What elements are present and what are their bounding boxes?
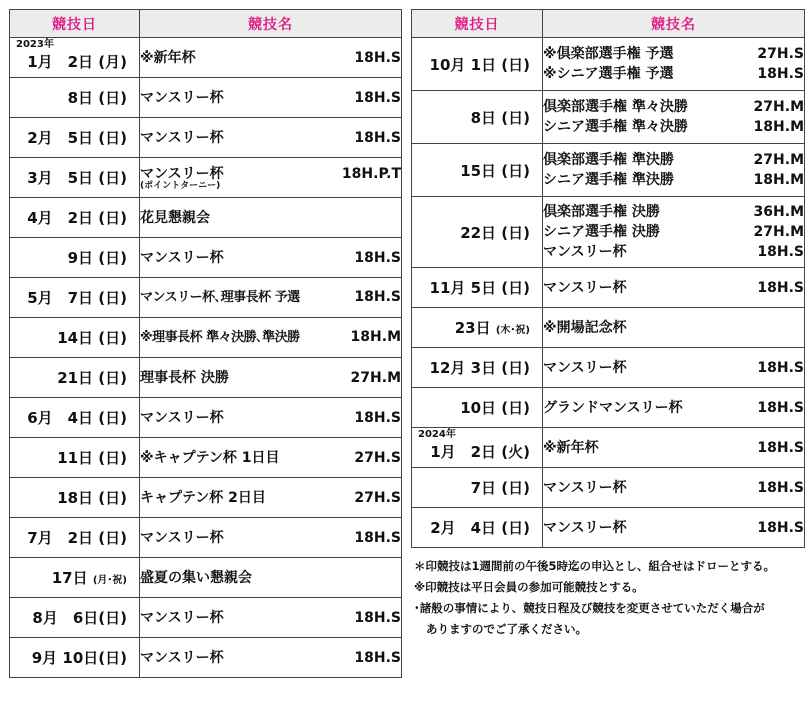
event-cell	[543, 388, 805, 428]
event-cell	[543, 308, 805, 348]
date-value: 7日 (日)	[470, 479, 530, 497]
event-name: マンスリー杯	[543, 359, 627, 376]
date-value: 11月 5日 (日)	[429, 279, 530, 297]
schedule-row	[412, 197, 805, 268]
event-name: マンスリー杯	[140, 249, 224, 266]
event-line	[543, 64, 804, 84]
schedule-row	[10, 38, 402, 78]
event-line	[543, 478, 804, 498]
event-name: マンスリー杯	[543, 279, 627, 296]
date-cell	[412, 38, 543, 91]
play-format: 18H.S	[757, 244, 804, 260]
play-format: 18H.M	[753, 172, 804, 188]
event-line	[543, 318, 804, 338]
date-value: 9月 10日(日)	[31, 649, 127, 667]
date-cell	[10, 438, 140, 478]
date-cell	[10, 238, 140, 278]
event-name: マンスリー杯､理事長杯 予選	[140, 290, 300, 305]
event-cell	[140, 198, 402, 238]
event-name: 倶楽部選手権 決勝	[543, 204, 660, 220]
play-format: 18H.S	[757, 479, 804, 496]
event-name: ※理事長杯 準々決勝､準決勝	[140, 330, 300, 345]
date-cell	[412, 468, 543, 508]
date-value: 14日 (日)	[57, 329, 127, 347]
event-name: マンスリー杯	[543, 244, 627, 260]
event-name: シニア選手権 準々決勝	[543, 119, 688, 135]
footnote: ･諸般の事情により、競技日程及び競技を変更させていただく場合が	[414, 601, 765, 615]
event-cell	[543, 144, 805, 197]
date-text	[412, 397, 542, 418]
event-name: マンスリー杯	[140, 649, 224, 666]
event-cell	[543, 38, 805, 91]
date-value: 21日 (日)	[57, 369, 127, 387]
date-cell	[10, 598, 140, 638]
event-name: キャプテン杯 2日目	[140, 489, 266, 506]
date-value: 3月 5日 (日)	[27, 169, 127, 187]
event-line	[543, 438, 804, 458]
schedule-row	[10, 158, 402, 198]
event-column-header: 競技名	[140, 10, 402, 38]
schedule-row	[10, 198, 402, 238]
footnote: ＊印競技は1週間前の午後5時迄の申込とし、組合せはドローとする。	[414, 559, 775, 573]
event-line	[140, 248, 401, 268]
date-cell	[412, 268, 543, 308]
date-cell	[10, 398, 140, 438]
event-cell	[140, 558, 402, 598]
event-line	[140, 608, 401, 628]
event-line	[140, 48, 401, 68]
date-cell	[10, 38, 140, 78]
date-text	[10, 447, 139, 468]
event-line	[543, 398, 804, 418]
event-cell	[140, 438, 402, 478]
event-name: マンスリー杯	[140, 409, 224, 426]
date-value: 15日 (日)	[460, 161, 530, 180]
date-value: 10日 (日)	[460, 399, 530, 417]
schedule-row	[412, 348, 805, 388]
schedule-row	[10, 398, 402, 438]
event-line	[140, 88, 401, 108]
event-name: グランドマンスリー杯	[543, 399, 683, 416]
date-value: 5月 7日 (日)	[27, 289, 127, 307]
date-column-header: 競技日	[412, 10, 543, 38]
date-value: 2月 4日 (日)	[430, 519, 530, 537]
date-cell	[10, 518, 140, 558]
event-line	[140, 287, 401, 308]
schedule-row	[10, 638, 402, 678]
event-line	[140, 528, 401, 548]
date-value: 4月 2日 (日)	[27, 209, 127, 227]
event-line	[140, 208, 401, 228]
schedule-row	[10, 118, 402, 158]
date-text	[412, 517, 542, 538]
event-line	[543, 150, 804, 170]
play-format: 27H.S	[354, 489, 401, 506]
event-cell	[140, 118, 402, 158]
footnote: ありますのでご了承ください。	[426, 622, 587, 636]
event-line	[140, 568, 401, 588]
date-cell	[412, 508, 543, 548]
event-cell	[140, 638, 402, 678]
event-line	[543, 242, 804, 262]
schedule-table-right	[411, 9, 805, 548]
date-text	[10, 567, 139, 588]
event-cell	[543, 468, 805, 508]
event-name: シニア選手権 決勝	[543, 224, 660, 240]
schedule-row	[10, 278, 402, 318]
event-name: マンスリー杯	[543, 479, 627, 496]
schedule-row	[412, 268, 805, 308]
date-column-header: 競技日	[10, 10, 140, 38]
date-text	[412, 477, 542, 498]
play-format: 27H.S	[757, 46, 804, 62]
play-format: 18H.S	[354, 129, 401, 146]
date-text	[10, 127, 139, 148]
event-line	[140, 448, 401, 468]
event-name: ※キャプテン杯 1日目	[140, 449, 280, 466]
date-value: 23日	[454, 319, 491, 337]
holiday-note: (木･祝)	[495, 325, 530, 336]
date-text	[412, 277, 542, 298]
date-cell	[10, 558, 140, 598]
play-format: 18H.S	[354, 49, 401, 66]
schedule-row	[10, 318, 402, 358]
event-cell	[543, 508, 805, 548]
date-value: 8日 (日)	[470, 108, 530, 127]
event-subnote: (ポイントターニー)	[140, 181, 221, 191]
date-text	[10, 527, 139, 548]
date-cell	[412, 388, 543, 428]
date-value: 10月 1日 (日)	[429, 55, 530, 74]
event-name: ※新年杯	[543, 439, 599, 456]
event-name: ※新年杯	[140, 49, 196, 66]
play-format: 27H.M	[753, 152, 804, 168]
event-cell	[140, 598, 402, 638]
schedule-row	[10, 438, 402, 478]
date-cell	[412, 91, 543, 144]
event-name: 花見懇親会	[140, 209, 210, 226]
play-format: 18H.S	[757, 359, 804, 376]
event-name: 理事長杯 決勝	[140, 369, 229, 386]
play-format: 27H.M	[753, 99, 804, 115]
date-value: 7月 2日 (日)	[27, 529, 127, 547]
play-format: 18H.S	[354, 89, 401, 106]
event-line	[543, 170, 804, 190]
date-value: 17日	[51, 569, 88, 587]
year-label: 2023年	[16, 39, 54, 50]
schedule-row	[412, 91, 805, 144]
header-row	[10, 10, 402, 38]
schedule-row	[10, 358, 402, 398]
play-format: 18H.S	[354, 609, 401, 626]
date-text	[412, 222, 542, 243]
event-line	[140, 128, 401, 148]
event-name: ※シニア選手権 予選	[543, 66, 674, 82]
event-cell	[140, 278, 402, 318]
play-format: 18H.S	[354, 249, 401, 266]
event-line	[543, 278, 804, 298]
event-cell	[140, 158, 402, 198]
event-line	[543, 44, 804, 64]
event-line	[543, 358, 804, 378]
date-value: 8日 (日)	[67, 89, 127, 107]
play-format: 18H.M	[350, 329, 401, 345]
schedule-row	[10, 238, 402, 278]
event-name: マンスリー杯	[140, 129, 224, 146]
date-text	[412, 54, 542, 75]
header-row	[412, 10, 805, 38]
event-line	[140, 368, 401, 388]
event-name: ※開場記念杯	[543, 319, 627, 336]
date-value: 6月 4日 (日)	[27, 409, 127, 427]
date-cell	[412, 144, 543, 197]
date-text	[412, 317, 542, 338]
event-line	[543, 518, 804, 538]
date-text	[10, 247, 139, 268]
date-text	[10, 487, 139, 508]
date-value: 22日 (日)	[460, 223, 530, 242]
event-name: ※倶楽部選手権 予選	[543, 46, 674, 62]
event-cell	[140, 398, 402, 438]
date-text	[412, 160, 542, 181]
date-text	[10, 51, 139, 72]
event-name: マンスリー杯	[140, 609, 224, 626]
date-text	[10, 167, 139, 188]
date-cell	[10, 478, 140, 518]
event-cell	[543, 268, 805, 308]
schedule-row	[412, 508, 805, 548]
date-text	[10, 327, 139, 348]
schedule-row	[10, 518, 402, 558]
date-cell	[10, 118, 140, 158]
event-line	[543, 117, 804, 137]
event-cell	[543, 428, 805, 468]
date-value: 18日 (日)	[57, 489, 127, 507]
play-format: 27H.M	[753, 224, 804, 240]
schedule-row	[10, 598, 402, 638]
date-cell	[412, 197, 543, 268]
date-cell	[10, 278, 140, 318]
date-text	[10, 287, 139, 308]
schedule-row	[412, 144, 805, 197]
date-cell	[412, 308, 543, 348]
schedule-row	[10, 478, 402, 518]
play-format: 36H.M	[753, 204, 804, 220]
event-cell	[140, 318, 402, 358]
event-name: 倶楽部選手権 準々決勝	[543, 99, 688, 115]
schedule-row	[412, 308, 805, 348]
date-text	[10, 207, 139, 228]
event-cell	[140, 238, 402, 278]
date-value: 8月 6日(日)	[32, 609, 127, 627]
play-format: 18H.S	[354, 409, 401, 426]
schedule-row	[412, 468, 805, 508]
date-text	[10, 407, 139, 428]
holiday-note: (月･祝)	[92, 575, 127, 586]
date-cell	[10, 638, 140, 678]
date-cell	[10, 358, 140, 398]
date-text	[10, 87, 139, 108]
date-value: 1月 2日 (火)	[430, 443, 530, 461]
schedule-row	[10, 78, 402, 118]
play-format: 18H.S	[757, 66, 804, 82]
date-text	[412, 357, 542, 378]
play-format: 18H.S	[354, 289, 401, 305]
event-line	[140, 648, 401, 668]
footnote: ※印競技は平日会員の参加可能競技とする。	[414, 580, 644, 594]
event-name: 盛夏の集い懇親会	[140, 569, 252, 586]
event-cell	[140, 38, 402, 78]
event-name: マンスリー杯	[140, 529, 224, 546]
date-text	[10, 647, 139, 668]
event-line	[140, 408, 401, 428]
date-cell	[10, 318, 140, 358]
event-line	[140, 488, 401, 508]
play-format: 27H.S	[354, 449, 401, 466]
date-value: 12月 3日 (日)	[429, 359, 530, 377]
event-line	[140, 327, 401, 348]
year-label: 2024年	[418, 429, 456, 440]
date-cell	[412, 428, 543, 468]
play-format: 18H.S	[354, 529, 401, 546]
schedule-table-left	[9, 9, 402, 678]
event-cell	[140, 518, 402, 558]
event-cell	[140, 78, 402, 118]
date-value: 11日 (日)	[57, 449, 127, 467]
schedule-row	[412, 388, 805, 428]
schedule-row	[412, 428, 805, 468]
date-text	[412, 441, 542, 462]
event-cell	[140, 358, 402, 398]
event-cell	[543, 91, 805, 144]
footnotes	[414, 556, 809, 640]
date-cell	[412, 348, 543, 388]
date-text	[412, 107, 542, 128]
play-format: 18H.S	[757, 519, 804, 536]
play-format: 27H.M	[350, 369, 401, 386]
event-name: マンスリー杯	[140, 166, 224, 182]
play-format: 18H.S	[354, 649, 401, 666]
play-format: 18H.S	[757, 279, 804, 296]
event-name: シニア選手権 準決勝	[543, 172, 674, 188]
play-format: 18H.S	[757, 399, 804, 416]
event-cell	[543, 197, 805, 268]
date-text	[10, 607, 139, 628]
event-line	[543, 97, 804, 117]
event-name: マンスリー杯	[140, 89, 224, 106]
event-column-header: 競技名	[543, 10, 805, 38]
date-text	[10, 367, 139, 388]
date-cell	[10, 198, 140, 238]
play-format: 18H.P.T	[341, 166, 401, 182]
date-cell	[10, 78, 140, 118]
schedule-row	[412, 38, 805, 91]
play-format: 18H.M	[753, 119, 804, 135]
date-cell	[10, 158, 140, 198]
date-value: 2月 5日 (日)	[27, 129, 127, 147]
event-name: マンスリー杯	[543, 519, 627, 536]
date-value: 1月 2日 (月)	[27, 53, 127, 71]
event-line	[543, 222, 804, 242]
event-name: 倶楽部選手権 準決勝	[543, 152, 674, 168]
event-line	[543, 202, 804, 222]
event-cell	[543, 348, 805, 388]
schedule-row	[10, 558, 402, 598]
date-value: 9日 (日)	[67, 249, 127, 267]
play-format: 18H.S	[757, 439, 804, 456]
event-cell	[140, 478, 402, 518]
